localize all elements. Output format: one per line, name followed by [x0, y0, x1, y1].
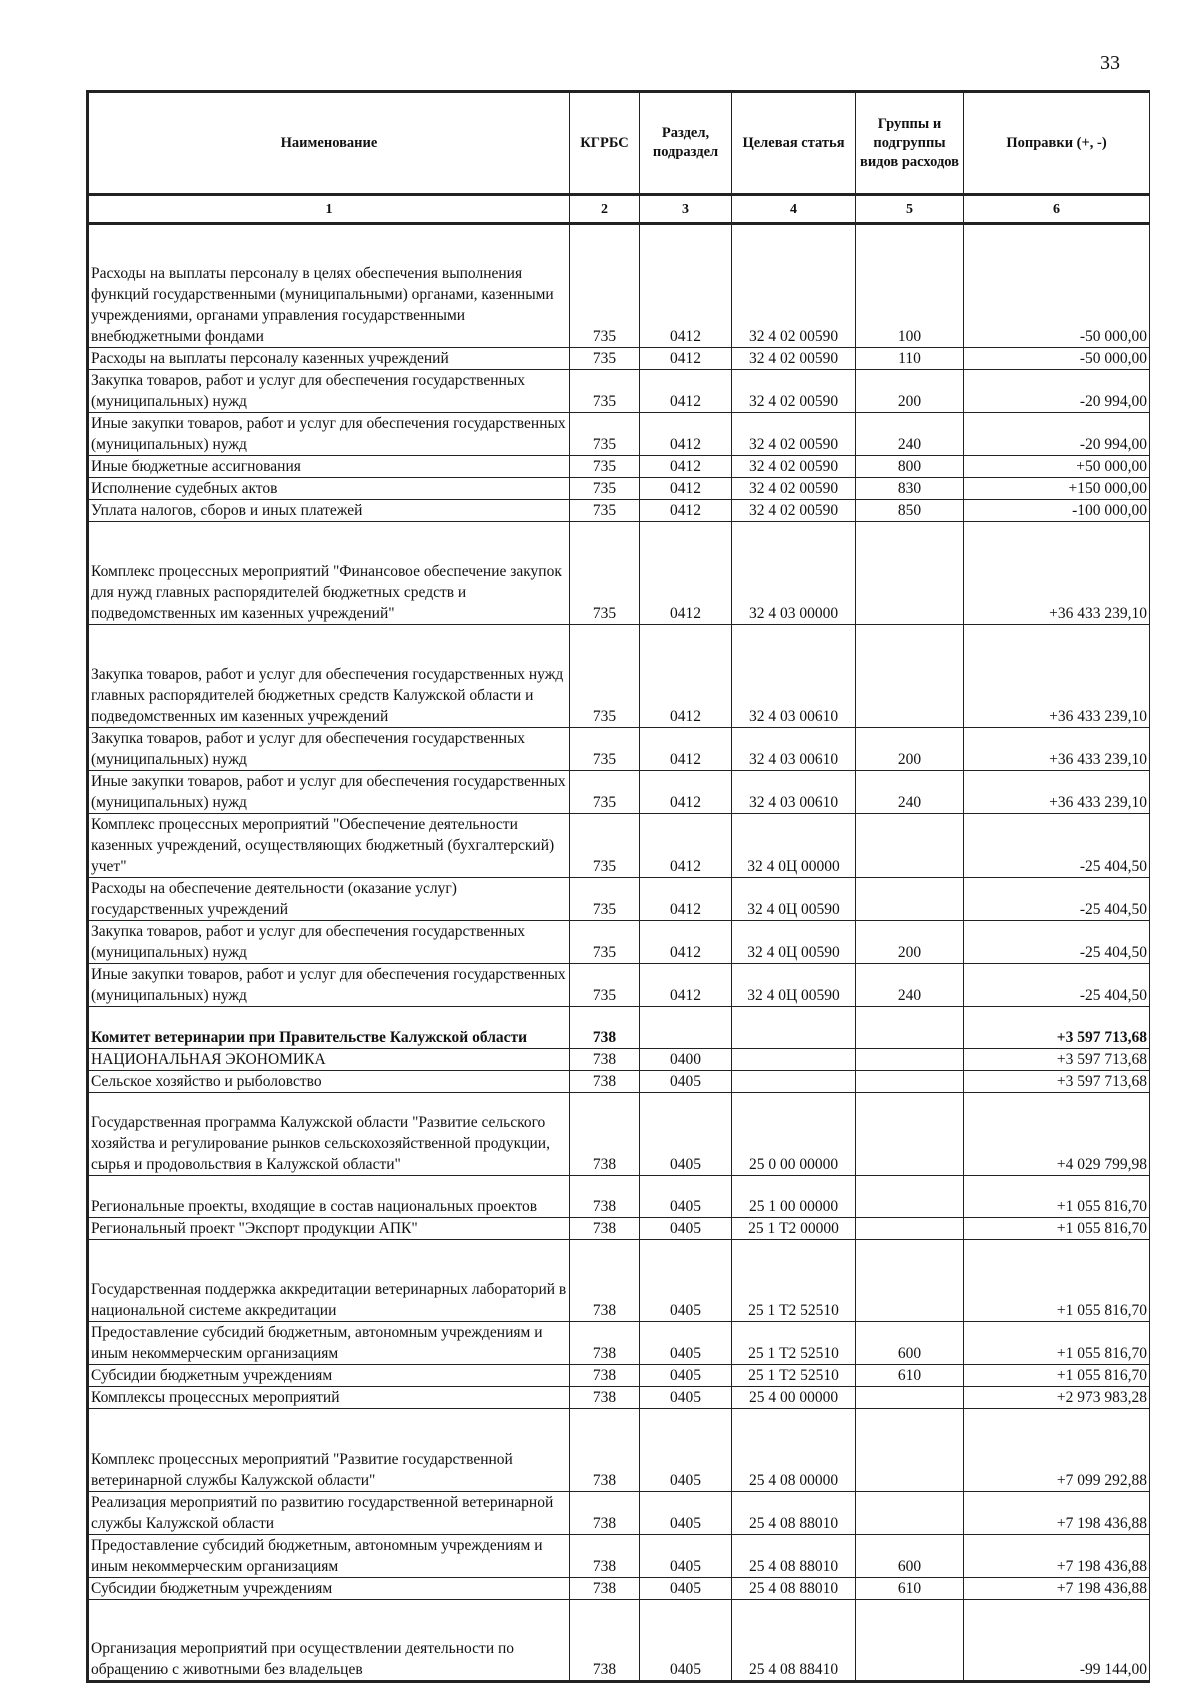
- row-kgrbs: 735: [570, 224, 640, 348]
- row-kgrbs: 735: [570, 521, 640, 624]
- table-body: [88, 224, 1150, 1682]
- table-row: [88, 1175, 1150, 1217]
- row-razdel: 0412: [640, 499, 732, 521]
- row-expense-group: [856, 1048, 964, 1070]
- row-target-article: 25 1 Т2 52510: [732, 1365, 856, 1387]
- header-amount: Поправки (+, -): [964, 92, 1150, 195]
- row-name: Комплекс процессных мероприятий "Обеспечение деятельности казенных учреждений, осуществляющих бюджетный (бухгалтерский) учет": [88, 813, 570, 877]
- row-amount: +36 433 239,10: [964, 770, 1150, 813]
- row-amount: +7 198 436,88: [964, 1577, 1150, 1599]
- table-row: [88, 1239, 1150, 1322]
- row-name: Иные бюджетные ассигнования: [88, 455, 570, 477]
- row-amount: +36 433 239,10: [964, 624, 1150, 727]
- row-kgrbs: 738: [570, 1239, 640, 1322]
- row-amount: -25 404,50: [964, 813, 1150, 877]
- table-row: [88, 1006, 1150, 1048]
- row-target-article: 25 4 08 88010: [732, 1577, 856, 1599]
- row-expense-group: 100: [856, 224, 964, 348]
- row-expense-group: 240: [856, 963, 964, 1006]
- row-razdel: 0412: [640, 813, 732, 877]
- row-expense-group: [856, 1092, 964, 1175]
- row-name: Иные закупки товаров, работ и услуг для обеспечения государственных (муниципальных) нужд: [88, 770, 570, 813]
- table-row: [88, 1409, 1150, 1492]
- row-kgrbs: 738: [570, 1409, 640, 1492]
- page-number: 33: [1100, 52, 1120, 74]
- table-row: [88, 1092, 1150, 1175]
- row-razdel: 0405: [640, 1409, 732, 1492]
- row-kgrbs: 738: [570, 1599, 640, 1682]
- row-expense-group: 600: [856, 1322, 964, 1365]
- row-target-article: 32 4 02 00590: [732, 224, 856, 348]
- row-name: Уплата налогов, сборов и иных платежей: [88, 499, 570, 521]
- row-razdel: 0412: [640, 963, 732, 1006]
- budget-amendments-table: [86, 90, 1150, 1683]
- row-name: Закупка товаров, работ и услуг для обеспечения государственных (муниципальных) нужд: [88, 727, 570, 770]
- row-kgrbs: 738: [570, 1070, 640, 1092]
- table-row: [88, 770, 1150, 813]
- row-expense-group: [856, 877, 964, 920]
- row-target-article: 32 4 03 00610: [732, 770, 856, 813]
- row-target-article: 25 1 Т2 52510: [732, 1239, 856, 1322]
- column-number: 3: [640, 195, 732, 224]
- table-row: [88, 920, 1150, 963]
- row-kgrbs: 735: [570, 369, 640, 412]
- row-expense-group: 200: [856, 369, 964, 412]
- table-row: [88, 963, 1150, 1006]
- row-kgrbs: 735: [570, 412, 640, 455]
- row-target-article: 25 4 08 88410: [732, 1599, 856, 1682]
- row-kgrbs: 735: [570, 455, 640, 477]
- row-target-article: 25 0 00 00000: [732, 1092, 856, 1175]
- row-target-article: 32 4 02 00590: [732, 455, 856, 477]
- row-expense-group: [856, 521, 964, 624]
- row-razdel: 0412: [640, 727, 732, 770]
- row-name: Организация мероприятий при осуществлении деятельности по обращению с животными без владельцев: [88, 1599, 570, 1682]
- row-name: Региональный проект "Экспорт продукции АПК": [88, 1217, 570, 1239]
- row-target-article: 25 1 00 00000: [732, 1175, 856, 1217]
- row-razdel: 0412: [640, 521, 732, 624]
- row-expense-group: [856, 1070, 964, 1092]
- row-expense-group: 200: [856, 920, 964, 963]
- row-name: Расходы на выплаты персоналу казенных учреждений: [88, 347, 570, 369]
- row-amount: -20 994,00: [964, 412, 1150, 455]
- row-expense-group: [856, 1239, 964, 1322]
- row-kgrbs: 735: [570, 624, 640, 727]
- row-target-article: 25 4 08 88010: [732, 1491, 856, 1534]
- row-kgrbs: 738: [570, 1491, 640, 1534]
- row-name: Субсидии бюджетным учреждениям: [88, 1577, 570, 1599]
- row-target-article: 25 4 08 88010: [732, 1534, 856, 1577]
- row-amount: +1 055 816,70: [964, 1365, 1150, 1387]
- row-kgrbs: 735: [570, 770, 640, 813]
- row-amount: -50 000,00: [964, 347, 1150, 369]
- row-kgrbs: 738: [570, 1322, 640, 1365]
- header-kgrbs: КГРБС: [570, 92, 640, 195]
- row-name: Закупка товаров, работ и услуг для обеспечения государственных (муниципальных) нужд: [88, 369, 570, 412]
- row-target-article: 32 4 02 00590: [732, 499, 856, 521]
- row-kgrbs: 738: [570, 1365, 640, 1387]
- row-expense-group: 610: [856, 1577, 964, 1599]
- row-expense-group: [856, 1217, 964, 1239]
- row-razdel: 0412: [640, 624, 732, 727]
- table-row: [88, 369, 1150, 412]
- row-expense-group: [856, 1491, 964, 1534]
- row-kgrbs: 735: [570, 727, 640, 770]
- row-expense-group: [856, 624, 964, 727]
- row-target-article: 32 4 02 00590: [732, 369, 856, 412]
- row-razdel: 0405: [640, 1092, 732, 1175]
- table-row: [88, 1534, 1150, 1577]
- row-kgrbs: 735: [570, 499, 640, 521]
- row-name: Комплекс процессных мероприятий "Финансовое обеспечение закупок для нужд главных распорядителей бюджетных средств и подведомственных им казенных учреждений": [88, 521, 570, 624]
- row-amount: +3 597 713,68: [964, 1048, 1150, 1070]
- row-razdel: 0405: [640, 1577, 732, 1599]
- row-target-article: 25 4 08 00000: [732, 1409, 856, 1492]
- column-number: 6: [964, 195, 1150, 224]
- row-amount: +7 099 292,88: [964, 1409, 1150, 1492]
- row-razdel: 0400: [640, 1048, 732, 1070]
- row-name: Региональные проекты, входящие в состав национальных проектов: [88, 1175, 570, 1217]
- table-row: [88, 1217, 1150, 1239]
- row-target-article: [732, 1070, 856, 1092]
- row-amount: -25 404,50: [964, 963, 1150, 1006]
- table-row: [88, 347, 1150, 369]
- row-kgrbs: 738: [570, 1217, 640, 1239]
- row-name: Субсидии бюджетным учреждениям: [88, 1365, 570, 1387]
- row-expense-group: [856, 1599, 964, 1682]
- header-name: Наименование: [88, 92, 570, 195]
- row-amount: +1 055 816,70: [964, 1175, 1150, 1217]
- row-name: НАЦИОНАЛЬНАЯ ЭКОНОМИКА: [88, 1048, 570, 1070]
- row-expense-group: 200: [856, 727, 964, 770]
- table-row: [88, 877, 1150, 920]
- table-row: [88, 412, 1150, 455]
- row-razdel: 0412: [640, 477, 732, 499]
- row-name: Закупка товаров, работ и услуг для обеспечения государственных нужд главных распорядителей бюджетных средств Калужской области и подведомственных им казенных учреждений: [88, 624, 570, 727]
- row-name: Исполнение судебных актов: [88, 477, 570, 499]
- row-kgrbs: 738: [570, 1175, 640, 1217]
- row-razdel: 0412: [640, 412, 732, 455]
- table-row: [88, 727, 1150, 770]
- row-name: Государственная поддержка аккредитации ветеринарных лабораторий в национальной системе аккредитации: [88, 1239, 570, 1322]
- row-expense-group: [856, 1409, 964, 1492]
- row-name: Расходы на выплаты персоналу в целях обеспечения выполнения функций государственными (муниципальными) органами, казенными учреждениями, органами управления государственными внебюджетными фондами: [88, 224, 570, 348]
- row-razdel: 0405: [640, 1239, 732, 1322]
- row-kgrbs: 738: [570, 1048, 640, 1070]
- row-name: Комплексы процессных мероприятий: [88, 1387, 570, 1409]
- row-razdel: 0405: [640, 1322, 732, 1365]
- row-kgrbs: 738: [570, 1534, 640, 1577]
- row-name: Сельское хозяйство и рыболовство: [88, 1070, 570, 1092]
- row-razdel: [640, 1006, 732, 1048]
- row-target-article: 32 4 0Ц 00000: [732, 813, 856, 877]
- row-target-article: 25 1 Т2 00000: [732, 1217, 856, 1239]
- row-amount: -100 000,00: [964, 499, 1150, 521]
- row-amount: +36 433 239,10: [964, 521, 1150, 624]
- column-number: 4: [732, 195, 856, 224]
- row-razdel: 0405: [640, 1491, 732, 1534]
- row-name: Предоставление субсидий бюджетным, автономным учреждениям и иным некоммерческим организациям: [88, 1534, 570, 1577]
- row-amount: +1 055 816,70: [964, 1217, 1150, 1239]
- row-amount: +1 055 816,70: [964, 1239, 1150, 1322]
- row-target-article: [732, 1006, 856, 1048]
- row-razdel: 0405: [640, 1217, 732, 1239]
- row-kgrbs: 738: [570, 1387, 640, 1409]
- row-kgrbs: 738: [570, 1577, 640, 1599]
- header-row: [88, 92, 1150, 195]
- table-row: [88, 1048, 1150, 1070]
- row-kgrbs: 735: [570, 477, 640, 499]
- row-target-article: 25 1 Т2 52510: [732, 1322, 856, 1365]
- table-row: [88, 1577, 1150, 1599]
- row-name: Реализация мероприятий по развитию государственной ветеринарной службы Калужской области: [88, 1491, 570, 1534]
- row-razdel: 0405: [640, 1599, 732, 1682]
- header-razdel: Раздел, подраздел: [640, 92, 732, 195]
- row-target-article: 32 4 03 00610: [732, 624, 856, 727]
- row-kgrbs: 735: [570, 813, 640, 877]
- row-name: Иные закупки товаров, работ и услуг для обеспечения государственных (муниципальных) нужд: [88, 412, 570, 455]
- row-target-article: 32 4 02 00590: [732, 347, 856, 369]
- row-target-article: 32 4 03 00000: [732, 521, 856, 624]
- table-row: [88, 1070, 1150, 1092]
- row-razdel: 0412: [640, 224, 732, 348]
- table-row: [88, 224, 1150, 348]
- row-razdel: 0405: [640, 1534, 732, 1577]
- row-expense-group: 830: [856, 477, 964, 499]
- row-expense-group: 850: [856, 499, 964, 521]
- row-expense-group: [856, 1006, 964, 1048]
- table-row: [88, 477, 1150, 499]
- row-amount: +150 000,00: [964, 477, 1150, 499]
- table-row: [88, 1322, 1150, 1365]
- column-number: 5: [856, 195, 964, 224]
- table-row: [88, 455, 1150, 477]
- row-name: Предоставление субсидий бюджетным, автономным учреждениям и иным некоммерческим организациям: [88, 1322, 570, 1365]
- row-amount: -25 404,50: [964, 920, 1150, 963]
- row-razdel: 0412: [640, 877, 732, 920]
- row-razdel: 0412: [640, 369, 732, 412]
- row-target-article: [732, 1048, 856, 1070]
- row-name: Комитет ветеринарии при Правительстве Калужской области: [88, 1006, 570, 1048]
- row-amount: +4 029 799,98: [964, 1092, 1150, 1175]
- row-target-article: 25 4 00 00000: [732, 1387, 856, 1409]
- row-razdel: 0405: [640, 1070, 732, 1092]
- row-name: Расходы на обеспечение деятельности (оказание услуг) государственных учреждений: [88, 877, 570, 920]
- row-expense-group: 800: [856, 455, 964, 477]
- row-target-article: 32 4 02 00590: [732, 477, 856, 499]
- row-target-article: 32 4 0Ц 00590: [732, 920, 856, 963]
- row-kgrbs: 735: [570, 963, 640, 1006]
- row-expense-group: [856, 813, 964, 877]
- row-kgrbs: 738: [570, 1006, 640, 1048]
- row-razdel: 0405: [640, 1365, 732, 1387]
- row-expense-group: 110: [856, 347, 964, 369]
- row-target-article: 32 4 03 00610: [732, 727, 856, 770]
- row-amount: +7 198 436,88: [964, 1491, 1150, 1534]
- row-amount: -25 404,50: [964, 877, 1150, 920]
- row-razdel: 0412: [640, 770, 732, 813]
- row-expense-group: [856, 1175, 964, 1217]
- row-amount: +3 597 713,68: [964, 1006, 1150, 1048]
- row-amount: +2 973 983,28: [964, 1387, 1150, 1409]
- row-kgrbs: 735: [570, 877, 640, 920]
- row-expense-group: 610: [856, 1365, 964, 1387]
- row-amount: +7 198 436,88: [964, 1534, 1150, 1577]
- row-expense-group: [856, 1387, 964, 1409]
- row-name: Иные закупки товаров, работ и услуг для обеспечения государственных (муниципальных) нужд: [88, 963, 570, 1006]
- row-amount: -99 144,00: [964, 1599, 1150, 1682]
- row-razdel: 0412: [640, 920, 732, 963]
- row-kgrbs: 735: [570, 347, 640, 369]
- row-kgrbs: 735: [570, 920, 640, 963]
- row-expense-group: 600: [856, 1534, 964, 1577]
- row-expense-group: 240: [856, 412, 964, 455]
- row-amount: +3 597 713,68: [964, 1070, 1150, 1092]
- row-amount: -50 000,00: [964, 224, 1150, 348]
- table-row: [88, 521, 1150, 624]
- row-amount: -20 994,00: [964, 369, 1150, 412]
- table-row: [88, 1387, 1150, 1409]
- row-name: Комплекс процессных мероприятий "Развитие государственной ветеринарной службы Калужской области": [88, 1409, 570, 1492]
- column-number: 1: [88, 195, 570, 224]
- row-target-article: 32 4 0Ц 00590: [732, 963, 856, 1006]
- row-amount: +50 000,00: [964, 455, 1150, 477]
- table-row: [88, 1491, 1150, 1534]
- column-number: 2: [570, 195, 640, 224]
- row-target-article: 32 4 02 00590: [732, 412, 856, 455]
- column-number-row: [88, 195, 1150, 224]
- row-amount: +36 433 239,10: [964, 727, 1150, 770]
- row-razdel: 0405: [640, 1175, 732, 1217]
- table-row: [88, 813, 1150, 877]
- row-kgrbs: 738: [570, 1092, 640, 1175]
- row-name: Государственная программа Калужской области "Развитие сельского хозяйства и регулирование рынков сельскохозяйственной продукции, сырья и продовольствия в Калужской области": [88, 1092, 570, 1175]
- row-razdel: 0412: [640, 455, 732, 477]
- row-razdel: 0412: [640, 347, 732, 369]
- header-target: Целевая статья: [732, 92, 856, 195]
- row-expense-group: 240: [856, 770, 964, 813]
- row-name: Закупка товаров, работ и услуг для обеспечения государственных (муниципальных) нужд: [88, 920, 570, 963]
- header-group: Группы и подгруппы видов расходов: [856, 92, 964, 195]
- row-amount: +1 055 816,70: [964, 1322, 1150, 1365]
- table-row: [88, 499, 1150, 521]
- table-row: [88, 1365, 1150, 1387]
- row-target-article: 32 4 0Ц 00590: [732, 877, 856, 920]
- table-row: [88, 624, 1150, 727]
- table-row: [88, 1599, 1150, 1682]
- row-razdel: 0405: [640, 1387, 732, 1409]
